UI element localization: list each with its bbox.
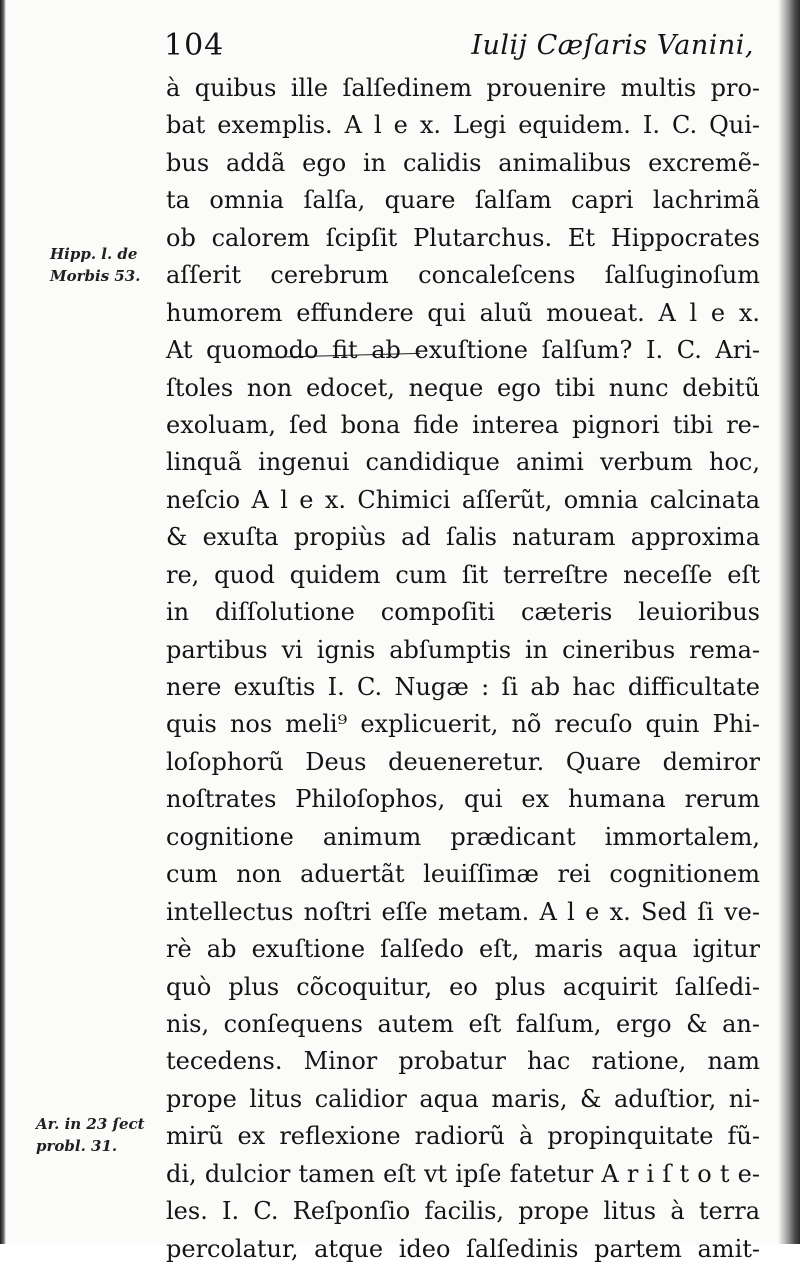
text-line: à quibus ille ſalſedinem prouenire multis pro- [166,74,760,102]
text-line: re, quod quidem cum ſit terreſtre neceſſe eſt [166,560,760,589]
text-line: quis nos meli⁹ explicuerit, nõ recuſo quin Phi- [166,710,760,739]
body-text [166,70,760,1268]
text-line: aſſerit cerebrum concaleſcens ſalſuginoſum [166,261,760,290]
text-line: bus addã ego in calidis animalibus excremẽ- [166,148,760,177]
margin-note-line: probl. 31. [36,1137,118,1155]
text-line: quò plus cõcoquitur, eo plus acquirit ſalſedi- [166,972,760,1001]
text-line: exoluam, ſed bona fide interea pignori tibi re- [166,410,760,439]
text-line: humorem effundere qui aluũ moueat. A l e x. [166,298,760,327]
scan-edge-right [778,0,800,1244]
text-line: loſophorũ Deus deueneretur. Quare demiror [166,747,760,776]
text-line: & exuſta propiùs ad ſalis naturam approxima [166,523,760,552]
text-line: nis, conſequens autem eſt falſum, ergo & an- [166,1009,760,1038]
page-header [164,28,754,68]
text-line: cognitione animum prædicant immortalem, [166,822,760,851]
text-line: intellectus noſtri eſſe metam. A l e x. Sed ſi ve- [166,897,760,926]
text-line: in diſſolutione compoſiti cæteris leuioribus [166,598,760,627]
text-line: noſtrates Philoſophos, qui ex humana rerum [166,785,760,814]
text-line: nere exuſtis I. C. Nugæ : ſi ab hac difficultate [166,673,760,701]
margin-note-aristotle [36,1113,145,1157]
text-line: percolatur, atque ideo ſalſedinis partem amit- [166,1234,760,1263]
scan-edge-left [0,0,6,1244]
text-line: neſcio A l e x. Chimici aſſerũt, omnia calcinata [166,485,760,514]
text-line: ſtoles non edocet, neque ego tibi nunc debitũ [166,373,760,402]
text-line: partibus vi ignis abſumptis in cineribus rema- [166,635,760,664]
text-line: tecedens. Minor probatur hac ratione, nam [166,1047,760,1076]
text-line: prope litus calidior aqua maris, & aduſtior, ni- [166,1084,760,1113]
margin-note-hippocrates [50,243,140,287]
text-line: bat exemplis. A l e x. Legi equidem. I. C. Qui- [166,111,760,140]
text-line: di, dulcior tamen eſt vt ipſe fatetur A r i ſ t o t e- [166,1159,760,1188]
text-line: At quomodo fit ab exuſtione ſalſum? I. C. Ari- [166,336,760,365]
text-line: cum non aduertãt leuiſſimæ rei cognitionem [166,860,760,889]
page-number: 104 [164,28,225,63]
text-line: mirũ ex reflexione radiorũ à propinquitate fũ- [166,1122,760,1151]
text-line: les. I. C. Reſponſio facilis, prope litus à terra [166,1197,760,1226]
margin-note-line: Ar. in 23 ſect [36,1115,145,1133]
text-line: ob calorem ſcipſit Plutarchus. Et Hippocrates [166,223,760,252]
text-line: rè ab exuſtione ſalſedo eſt, maris aqua igitur [166,935,760,964]
running-title: Iulij Cæſaris Vanini, [471,30,754,61]
text-line: linquã ingenui candidique animi verbum hoc, [166,448,760,477]
margin-note-line: Hipp. l. de [50,245,138,263]
margin-note-line: Morbis 53. [50,267,141,285]
text-line: ta omnia ſalſa, quare ſalſam capri lachrimã [166,186,760,215]
